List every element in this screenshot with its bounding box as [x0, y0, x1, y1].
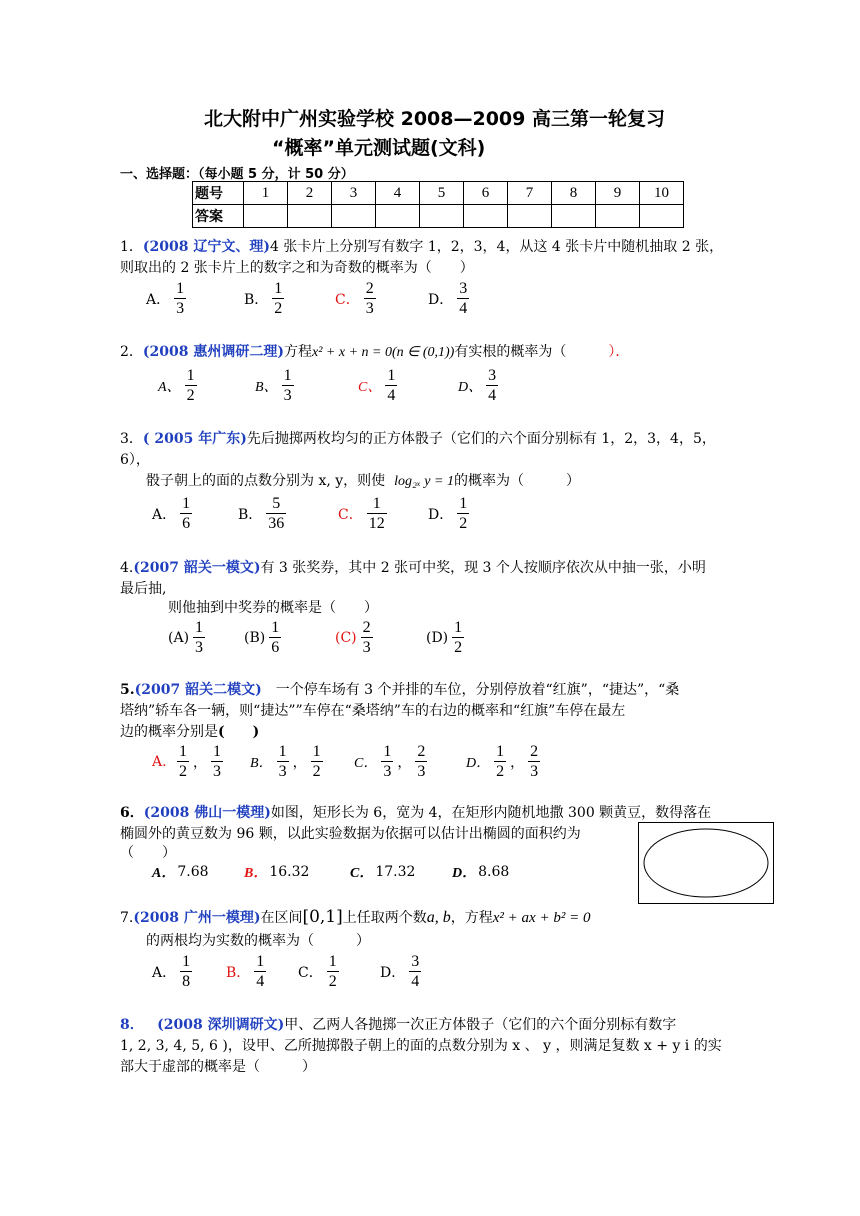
question-source: (2008 辽宁文、理): [142, 239, 271, 255]
answer-cell[interactable]: [376, 205, 420, 228]
question-1: [120, 236, 723, 258]
question-6-line3: （ ）: [120, 845, 176, 861]
table-cell: 6: [464, 182, 508, 205]
option-c[interactable]: C． $\frac{1}{2}$: [298, 953, 337, 990]
option-a[interactable]: A． $\frac{1}{6}$: [152, 495, 191, 532]
rectangle-ellipse-figure: [638, 822, 774, 904]
table-cell: 5: [420, 182, 464, 205]
option-c[interactable]: C． 17.32: [350, 864, 416, 881]
option-a[interactable]: (A) $\frac{1}{3}$: [168, 619, 204, 656]
answer-cell[interactable]: [464, 205, 508, 228]
option-d[interactable]: D． $\frac{3}{4}$: [428, 280, 468, 317]
table-cell: 7: [508, 182, 552, 205]
question-8-line3: 部大于虚部的概率是（ ）: [120, 1059, 316, 1075]
table-answer-label: 答案: [193, 205, 244, 228]
table-cell: 2: [288, 182, 332, 205]
question-3-line3: 骰子朝上的面的点数分别为 x, y，则使 log₂ₓ y = 1的概率为（ ）: [146, 473, 580, 489]
option-b[interactable]: (B) $\frac{1}{6}$: [244, 619, 280, 656]
option-c[interactable]: C． $\frac{1}{3}$ ， $\frac{2}{3}$: [354, 743, 426, 780]
table-cell: 4: [376, 182, 420, 205]
question-2: 2．(2008 惠州调研二理)方程x² + x + n = 0(n ∈ (0,1))有实根的概率为（ ）．: [120, 344, 630, 360]
option-c[interactable]: C． $\frac{2}{3}$: [335, 280, 374, 317]
option-c[interactable]: C． $\frac{1}{12}$: [338, 495, 385, 532]
question-8-line2: 1, 2, 3, 4, 5, 6 )，设甲、乙所抛掷骰子朝上的面的点数分别为 x 、 y ，则满足复数 x + y i 的实: [120, 1038, 722, 1054]
question-4: 4.(2007 韶关一模文)有 3 张奖券，其中 2 张可中奖，现 3 个人按顺序依次从中抽一张，小明: [120, 560, 706, 576]
option-d[interactable]: D． 8.68: [452, 864, 510, 881]
answer-cell[interactable]: [244, 205, 288, 228]
option-b[interactable]: B． 16.32: [244, 864, 310, 881]
question-7-line2: 的两根均为实数的概率为（ ）: [146, 933, 370, 949]
question-5-line2: 塔纳”轿车各一辆，则“捷达””车停在“桑塔纳”车的右边的概率和“红旗”车停在最左: [120, 703, 626, 719]
answer-cell[interactable]: [552, 205, 596, 228]
table-cell: 3: [332, 182, 376, 205]
option-d[interactable]: D． $\frac{3}{4}$: [380, 953, 420, 990]
table-cell: 9: [596, 182, 640, 205]
question-3: 3．( 2005 年广东)先后抛掷两枚均匀的正方体骰子（它们的六个面分别标有 1，2，3，4，5，: [120, 431, 716, 447]
table-header-label: 题号: [193, 182, 244, 205]
option-b[interactable]: B． $\frac{5}{36}$: [238, 495, 285, 532]
table-cell: 10: [640, 182, 684, 205]
answer-cell[interactable]: [288, 205, 332, 228]
question-3-line2: 6），: [120, 452, 150, 468]
option-a[interactable]: A． 7.68: [152, 864, 209, 881]
answer-cell[interactable]: [596, 205, 640, 228]
answer-cell[interactable]: [332, 205, 376, 228]
question-7: 7.(2008 广州一模理)在区间[0,1]上任取两个数a, b，方程x² + ax + b² = 0: [120, 907, 591, 927]
question-number: 1．: [120, 239, 143, 255]
question-1-line2: 则取出的 2 张卡片上的数字之和为奇数的概率为（ ）: [120, 260, 474, 276]
table-row: [193, 205, 684, 228]
question-5: 5.(2007 韶关二模文) 一个停车场有 3 个并排的车位，分别停放着“红旗”，“捷达”，“桑: [120, 682, 680, 698]
answer-table: [192, 181, 684, 228]
question-6-line2: 椭圆外的黄豆数为 96 颗，以此实验数据为依据可以估计出椭圆的面积约为: [120, 826, 581, 842]
table-row: [193, 182, 684, 205]
answer-cell[interactable]: [640, 205, 684, 228]
option-c[interactable]: C、 $\frac{1}{4}$: [358, 367, 396, 404]
option-a[interactable]: A、 $\frac{1}{2}$: [158, 367, 195, 404]
option-d[interactable]: (D) $\frac{1}{2}$: [426, 619, 463, 656]
answer-cell[interactable]: [420, 205, 464, 228]
option-a[interactable]: A． $\frac{1}{3}$: [146, 280, 185, 317]
question-6: 6．(2008 佛山一模理)如图，矩形长为 6，宽为 4，在矩形内随机地撒 300 颗黄豆，数得落在: [120, 805, 712, 821]
page-subtitle: “概率”单元测试题(文科): [272, 137, 486, 159]
option-b[interactable]: B． $\frac{1}{3}$ ， $\frac{1}{2}$: [250, 743, 321, 780]
option-c[interactable]: (C) $\frac{2}{3}$: [335, 619, 371, 656]
option-b[interactable]: B． $\frac{1}{2}$: [244, 280, 283, 317]
option-a[interactable]: A. $\frac{1}{2}$ ， $\frac{1}{3}$: [152, 743, 222, 780]
option-a[interactable]: A． $\frac{1}{8}$: [152, 953, 191, 990]
option-d[interactable]: D． $\frac{1}{2}$ ， $\frac{2}{3}$: [466, 743, 539, 780]
question-5-line3: 边的概率分别是( ): [120, 724, 260, 740]
page-title: 北大附中广州实验学校 2008—2009 高三第一轮复习: [204, 108, 665, 130]
option-b[interactable]: B、 $\frac{1}{3}$: [255, 367, 292, 404]
option-b[interactable]: B． $\frac{1}{4}$: [226, 953, 265, 990]
table-cell: 8: [552, 182, 596, 205]
question-text: 4 张卡片上分别写有数字 1，2，3，4，从这 4 张卡片中随机抽取 2 张，: [270, 239, 724, 255]
option-d[interactable]: D． $\frac{1}{2}$: [428, 495, 468, 532]
equation: x² + x + n = 0(n ∈ (0,1)): [312, 345, 455, 360]
table-cell: 1: [244, 182, 288, 205]
equation: log₂ₓ y = 1: [394, 474, 454, 489]
question-4-line2: 最后抽,: [120, 581, 167, 597]
question-4-line3: 则他抽到中奖券的概率是（ ）: [168, 600, 378, 616]
answer-cell[interactable]: [508, 205, 552, 228]
ellipse-icon: [639, 823, 773, 903]
option-d[interactable]: D、 $\frac{3}{4}$: [458, 367, 497, 404]
question-8: 8． (2008 深圳调研文)甲、乙两人各抛掷一次正方体骰子（它们的六个面分别标有数字: [120, 1017, 677, 1033]
section-heading: 一、选择题：（每小题 5 分，计 50 分）: [120, 167, 354, 182]
